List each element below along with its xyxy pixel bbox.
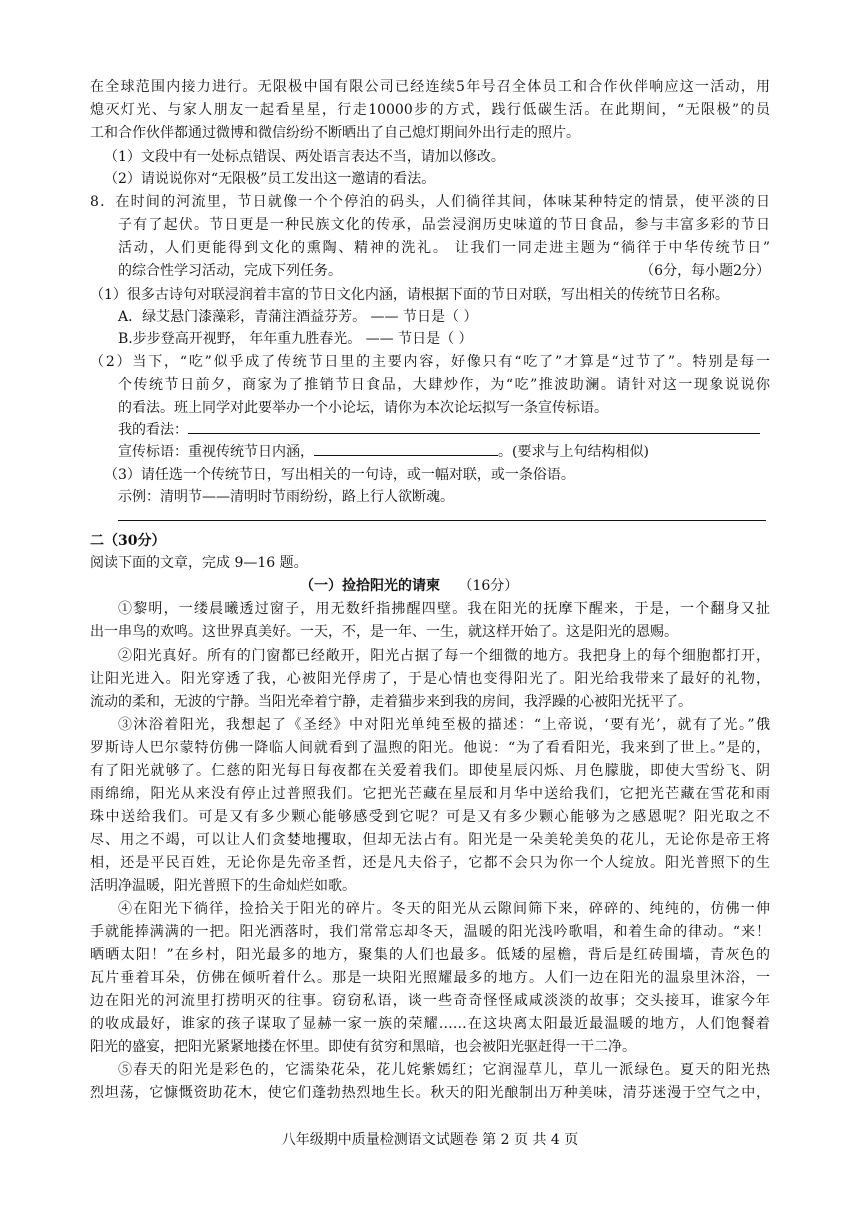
answer-line[interactable] <box>118 520 766 521</box>
section-2-title: 二（30分） <box>90 533 166 549</box>
question-8-score: （6分，每小题2分） <box>640 263 770 279</box>
question-8-text: 的综合性学习活动，完成下列任务。 <box>118 263 342 279</box>
article-title-row <box>300 575 660 597</box>
opinion-blank[interactable] <box>188 419 760 434</box>
paragraph-line: 的收成最好，谁家的孩子谋取了显赫一家一族的荣耀……在这块离太阳最近最温暖的地方，人们饱餐着 <box>90 1016 770 1032</box>
couplet-b: B.步步登高开视野， 年年重九胜春光。 —— 节日是（ ） <box>118 331 473 347</box>
slogan-blank[interactable] <box>314 441 498 456</box>
question-7-2: （2）请说说你对“无限极”员工发出这一邀请的看法。 <box>104 171 436 187</box>
paragraph-line: 罗斯诗人巴尔蒙特仿佛一降临人间就看到了温煦的阳光。他说：“为了看看阳光，我来到了世上。”是的， <box>90 740 770 756</box>
paragraph-line: 边在阳光的河流里打捞明灭的往事。窃窃私语，谈一些奇奇怪怪咸咸淡淡的故事；交头接耳，谁家今年 <box>90 993 770 1009</box>
paragraph-line: 手就能捧满满的一把。阳光洒落时，我们常常忘却冬天，温暖的阳光浅吟歌唱，和着生命的律动。“来！ <box>90 924 770 940</box>
paragraph-line: 出一串鸟的欢鸣。这世界真美好。一天，不，是一年、一生，就这样开始了。这是阳光的恩赐。 <box>90 624 678 640</box>
question-7-1: （1）文段中有一处标点错误、两处语言表达不当，请加以修改。 <box>104 149 505 165</box>
article-title: （一）捡拾阳光的请柬 <box>300 578 440 594</box>
question-8-3: （3）请任选一个传统节日，写出相关的一句诗，或一幅对联，或一条俗语。 <box>104 467 575 483</box>
paragraph-line: 相，还是平民百姓，无论你是先帝圣哲，还是凡夫俗子，它都不会只为你一个人绽放。阳光普照下的生 <box>90 855 770 871</box>
article-score: （16分） <box>458 578 519 594</box>
paragraph-line: 珠中送给我们。可是又有多少颗心能够感受到它呢？可是又有多少颗心能够为之感恩呢？阳光取之不 <box>90 809 770 825</box>
paragraph-line: ③沐浴着阳光，我想起了《圣经》中对阳光单纯至极的描述：“上帝说，‘要有光’，就有了光。”俄 <box>118 717 770 733</box>
paragraph-line: ①黎明，一缕晨曦透过窗子，用无数纤指拂醒四壁。我在阳光的抚摩下醒来，于是，一个翻身又扯 <box>118 601 770 617</box>
paragraph-line: 让阳光进入。阳光穿透了我，心被阳光俘虏了，于是心情也变得阳光了。阳光给我带来了最好的礼物， <box>90 671 770 687</box>
paragraph-line: 雨绵绵，阳光从来没有停止过普照我们。它把光芒藏在星辰和月华中送给我们，它把光芒藏在雪花和雨 <box>90 786 770 802</box>
slogan-tail: 。(要求与上句结构相似) <box>498 444 649 460</box>
paragraph-line: 尽、用之不竭，可以让人们贪婪地攫取，但却无法占有。阳光是一朵美轮美奂的花儿，无论你是帝王将 <box>90 832 770 848</box>
question-8-line: 子有了起伏。节日更是一种民族文化的传承，品尝浸润历史味道的节日食品，参与丰富多彩的节日 <box>118 217 770 233</box>
paragraph-line: ④在阳光下徜徉，捡拾关于阳光的碎片。冬天的阳光从云隙间筛下来，碎碎的、纯纯的，仿佛一伸 <box>118 901 770 917</box>
paragraph-line: 有了阳光就够了。仁慈的阳光每日每夜都在关爱着我们。即使星辰闪烁、月色朦胧，即使大雪纷飞、阴 <box>90 763 770 779</box>
top-para-line: 工和合作伙伴都通过微博和微信纷纷不断晒出了自己熄灯期间外出行走的照片。 <box>90 125 580 141</box>
couplet-a: A．绿艾悬门漆藻彩，青蒲注酒益芬芳。 —— 节日是（ ） <box>118 309 478 325</box>
opinion-row <box>118 419 798 441</box>
paragraph-line: 阳光的盛宴，把阳光紧紧地搂在怀里。即使有贫穷和黑暗，也会被阳光驱赶得一干二净。 <box>90 1039 636 1055</box>
paragraph-line: 晒晒太阳！”在乡村，阳光最多的地方，聚集的人们也最多。低矮的屋檐，背后是红砖围墙，青灰色的 <box>90 947 770 963</box>
question-8-1: （1）很多古诗句对联浸润着丰富的节日文化内涵，请根据下面的节日对联，写出相关的传统节日名称。 <box>90 287 729 303</box>
section-2-intro: 阅读下面的文章，完成 9—16 题。 <box>90 555 308 571</box>
question-8-line: 活动，人们更能得到文化的熏陶、精神的洗礼。 让我们一同走进主题为“徜徉于中华传统节日” <box>118 240 770 256</box>
paragraph-line: 瓦片垂着耳朵，仿佛在倾听着什么。那是一块阳光照耀最多的地方。人们一边在阳光的温泉里沐浴，一 <box>90 970 770 986</box>
question-8-2-line: 的看法。班上同学对此要举办一个小论坛，请你为本次论坛拟写一条宣传标语。 <box>118 400 608 416</box>
paragraph-line: ⑤春天的阳光是彩色的，它濡染花朵，花儿姹紫嫣红；它润湿草儿，草儿一派绿色。夏天的阳光热 <box>118 1062 770 1078</box>
question-8-3-example: 示例：清明节——清明时节雨纷纷，路上行人欲断魂。 <box>118 489 454 505</box>
slogan-row <box>118 441 798 463</box>
top-para-line: 在全球范围内接力进行。无限极中国有限公司已经连续5年号召全体员工和合作伙伴响应这一活动，用 <box>90 79 770 95</box>
question-8-line: 8．在时间的河流里，节日就像一个个停泊的码头，人们徜徉其间，体味某种特定的情景，使平淡的日 <box>90 194 770 210</box>
question-8-2-line: （2）当下，“吃”似乎成了传统节日里的主要内容，好像只有“吃了”才算是“过节了”。特别是每一 <box>90 354 770 370</box>
paragraph-line: 流动的柔和，无波的宁静。当阳光牵着宁静，走着猫步来到我的房间，我浮躁的心被阳光抚平了。 <box>90 694 692 710</box>
paragraph-line: 活明净温暖，阳光普照下的生命灿烂如歌。 <box>90 878 356 894</box>
slogan-label: 宣传标语：重视传统节日内涵， <box>118 444 314 460</box>
top-para-line: 熄灭灯光、与家人朋友一起看星星，行走10000步的方式，践行低碳生活。在此期间，“无限极”的员 <box>90 102 770 118</box>
paragraph-line: 烈坦荡，它慷慨资助花木，使它们蓬勃热烈地生长。秋天的阳光酿制出万种美味，清芬迷漫于空气之中， <box>90 1085 770 1101</box>
paragraph-line: ②阳光真好。所有的门窗都已经敞开，阳光占据了每一个细微的地方。我把身上的每个细胞都打开， <box>118 648 770 664</box>
question-8-last-line <box>118 260 770 282</box>
opinion-label: 我的看法： <box>118 422 188 438</box>
question-8-2-line: 个传统节日前夕，商家为了推销节日食品，大肆炒作，为“吃”推波助澜。请针对这一现象说说你 <box>118 377 770 393</box>
page-footer: 八年级期中质量检测语文试题卷 第 2 页 共 4 页 <box>281 1132 579 1148</box>
